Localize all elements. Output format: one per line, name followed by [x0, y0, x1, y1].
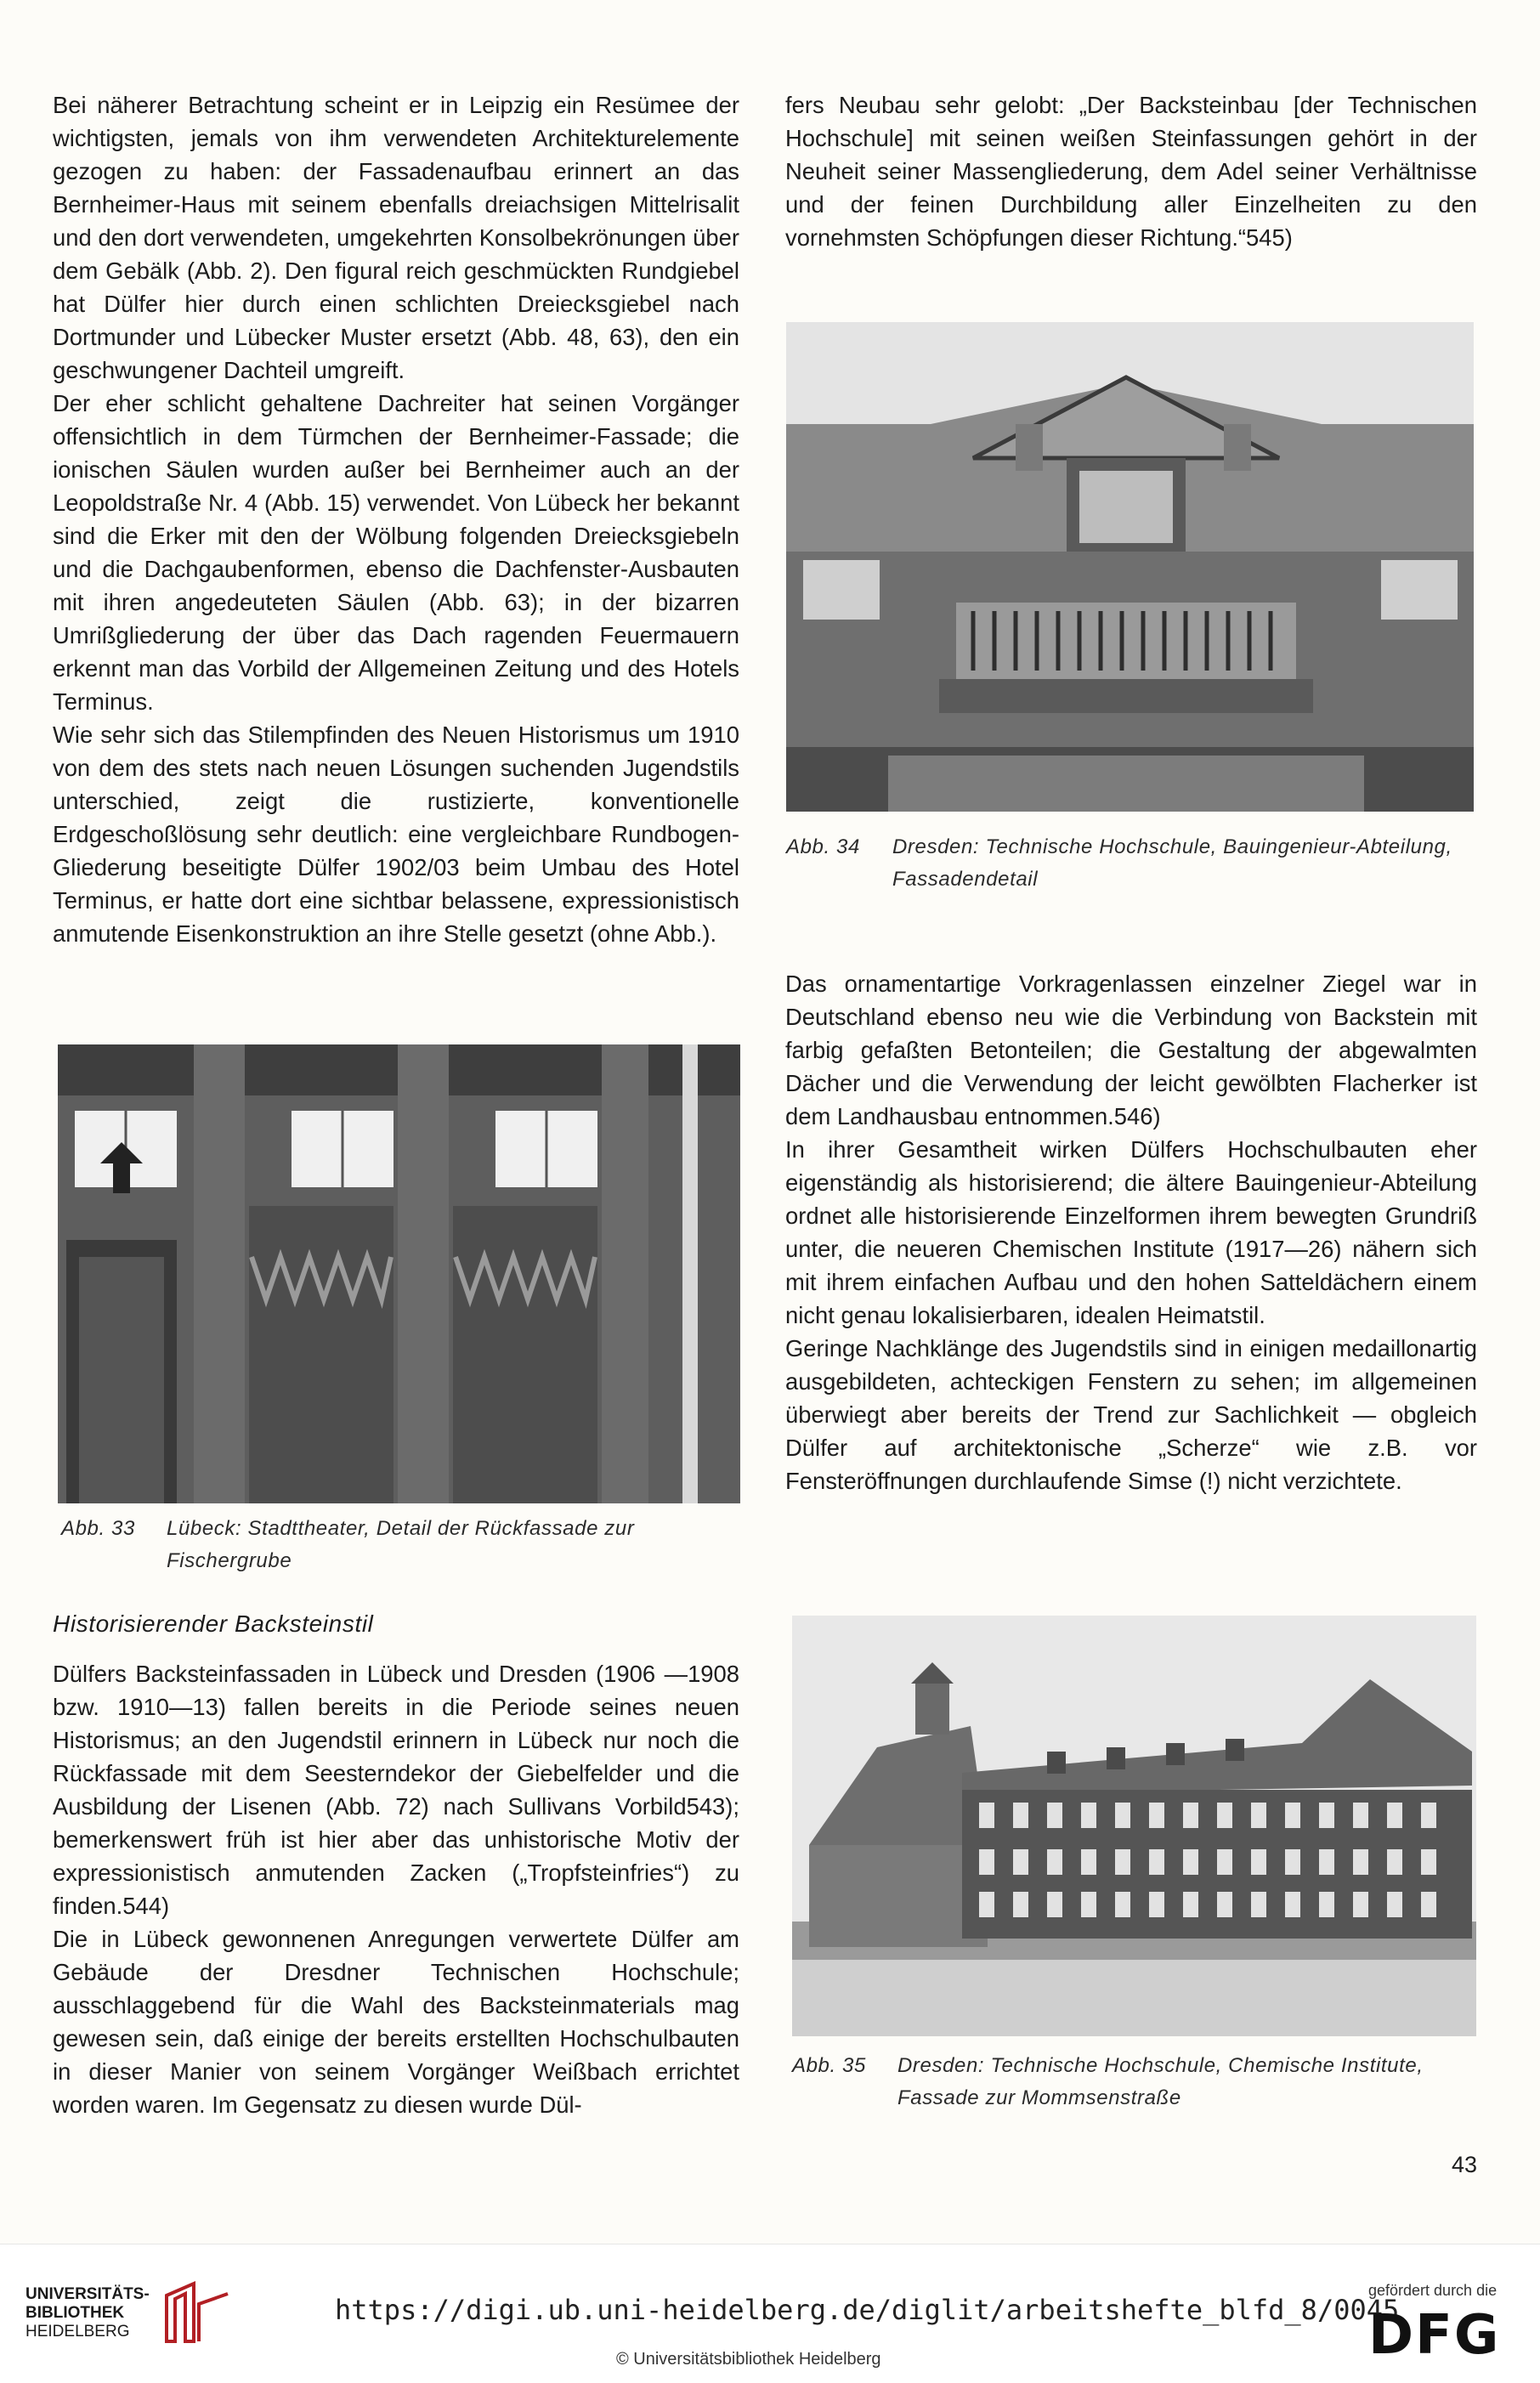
funding-label: gefördert durch die [1368, 2282, 1498, 2299]
paragraph: Das ornamentartige Vorkragenlassen einzelner Ziegel war in Deutschland ebenso neu wie die Verbindung von Backstein mit farbig gefaßten Betonteilen; die Gestaltung der abgewalmten Dächer und die Verwendung der leicht gewölbten Flacherker ist dem Landhausbau entnommen.546) [785, 971, 1477, 1129]
section-heading: Historisierender Backsteinstil [53, 1610, 374, 1637]
paragraph: Die in Lübeck gewonnenen Anregungen verwertete Dülfer am Gebäude der Dresdner Technischen Hochschule; ausschlaggebend für die Wahl des Backsteinmaterials mag gewesen sein, daß einige der bereits erstellten Hochschulbauten in dieser Manier von seinem Vorgänger Weißbach errichtet worden waren. Im Gegensatz zu diesen wurde Dül- [53, 1926, 739, 2118]
library-name-line: UNIVERSITÄTS- [25, 2285, 150, 2303]
source-url-link[interactable]: https://digi.ub.uni-heidelberg.de/diglit/arbeitshefte_blfd_8/0045 [335, 2294, 1400, 2326]
figure-33-photo [58, 1044, 740, 1503]
library-name-line: HEIDELBERG [25, 2323, 130, 2341]
left-column-bottom [53, 1657, 739, 2121]
figure-33-caption [61, 1513, 741, 1581]
paragraph: Dülfers Backsteinfassaden in Lübeck und Dresden (1906 —1908 bzw. 1910—13) fallen bereits in die Periode seines neuen Historismus; an den Jugendstil erinnern in Lübeck nur noch die Rückfassade mit dem Seesterndekor der Giebelfelder und die Ausbildung der Lisenen (Abb. 72) nach Sullivans Vorbild543); bemerkenswert früh ist hier aber das unhistorische Motiv der expressionistisch anmutenden Zacken („Tropfsteinfries“) zu finden.544) [53, 1661, 739, 1919]
figure-35-photo [792, 1616, 1476, 2036]
library-name [25, 2285, 150, 2341]
copyright-notice: © Universitätsbibliothek Heidelberg [616, 2350, 881, 2369]
paragraph: Der eher schlicht gehaltene Dachreiter hat seinen Vorgänger offensichtlich in dem Türmchen der Bernheimer-Fassade; die ionischen Säulen wurden außer bei Bernheimer auch an der Leopoldstraße Nr. 4 (Abb. 15) verwendet. Von Lübeck her bekannt sind die Erker mit den der Wölbung folgenden Dreiecksgiebeln und die Dachgaubenformen, ebenso die Dachfenster-Ausbauten mit ihren angedeuteten Säulen (Abb. 63); in der bizarren Umrißgliederung der über das Dach ragenden Feuermauern erkennt man das Vorbild der Allgemeinen Zeitung und des Hotels Terminus. [53, 390, 739, 715]
left-column-top [53, 88, 739, 950]
figure-33-caption-text: Lübeck: Stadttheater, Detail der Rückfassade zur Fischergrube [167, 1517, 635, 1572]
figure-33-label: Abb. 33 [61, 1517, 135, 1540]
right-column-bottom [785, 967, 1477, 1497]
library-name-line: BIBLIOTHEK [25, 2304, 125, 2322]
figure-34-caption-text: Dresden: Technische Hochschule, Bauingenieur-Abteilung, Fassadendetail [892, 835, 1452, 891]
figure-34-caption [786, 831, 1475, 899]
right-column-top [785, 88, 1477, 254]
figure-34-label: Abb. 34 [786, 835, 860, 858]
paragraph: Wie sehr sich das Stilempfinden des Neuen Historismus um 1910 von dem des stets nach neuen Lösungen suchenden Jugendstils unterschied, zeigt die rustizierte, konventionelle Erdgeschoßlösung sehr deutlich: eine vergleichbare Rundbogen-Gliederung beseitigte Dülfer 1902/03 beim Umbau des Hotel Terminus, er hatte dort eine sichtbar belassene, expressionistisch anmutende Eisenkonstruktion an ihre Stelle gesetzt (ohne Abb.). [53, 722, 739, 947]
library-logo-icon [160, 2278, 236, 2346]
dfg-logo: DFG [1368, 2304, 1501, 2367]
figure-34-photo [786, 322, 1474, 812]
paragraph: Geringe Nachklänge des Jugendstils sind in einigen medaillonartig ausgebildeten, achteckigen Fenstern zu sehen; im allgemeinen überwiegt aber bereits der Trend zur Sachlichkeit — obgleich Dülfer auf architektonische „Scherze“ wie z.B. vor Fensteröffnungen durchlaufende Simse (!) nicht verzichtete. [785, 1335, 1477, 1494]
footer [0, 2244, 1540, 2383]
figure-35-caption [792, 2050, 1476, 2118]
paragraph: fers Neubau sehr gelobt: „Der Backsteinbau [der Technischen Hochschule] mit seinen weißen Steinfassungen gehört in der Neuheit seiner Massengliederung, dem Adel seiner Verhältnisse und der feinen Durchbildung aller Einzelheiten zu den vornehmsten Schöpfungen dieser Richtung.“545) [785, 92, 1477, 251]
page-number: 43 [1452, 2152, 1478, 2177]
figure-35-label: Abb. 35 [792, 2054, 866, 2077]
paragraph: In ihrer Gesamtheit wirken Dülfers Hochschulbauten eher eigenständig als historisierend; die ältere Bauingenieur-Abteilung ordnet alle historisierende Einzelformen ihrem bewegten Grundriß unter, die neueren Chemischen Institute (1917—26) nähern sich mit ihrem einfachen Aufbau und den hohen Satteldächern einem nicht genau lokalisierbaren, idealen Heimatstil. [785, 1136, 1477, 1328]
paragraph: Bei näherer Betrachtung scheint er in Leipzig ein Resümee der wichtigsten, jemals von ihm verwendeten Architekturelemente gezogen zu haben: der Fassadenaufbau erinnert an das Bernheimer-Haus mit seinem ebenfalls dreiachsigen Mittelrisalit und den dort verwendeten, umgekehrten Konsolbekrönungen über dem Gebälk (Abb. 2). Den figural reich geschmückten Rundgiebel hat Dülfer hier durch einen schlichten Dreiecksgiebel nach Dortmunder und Lübecker Muster ersetzt (Abb. 48, 63), den ein geschwungener Dachteil umgreift. [53, 92, 739, 383]
figure-35-caption-text: Dresden: Technische Hochschule, Chemische Institute, Fassade zur Mommsenstraße [897, 2054, 1424, 2109]
